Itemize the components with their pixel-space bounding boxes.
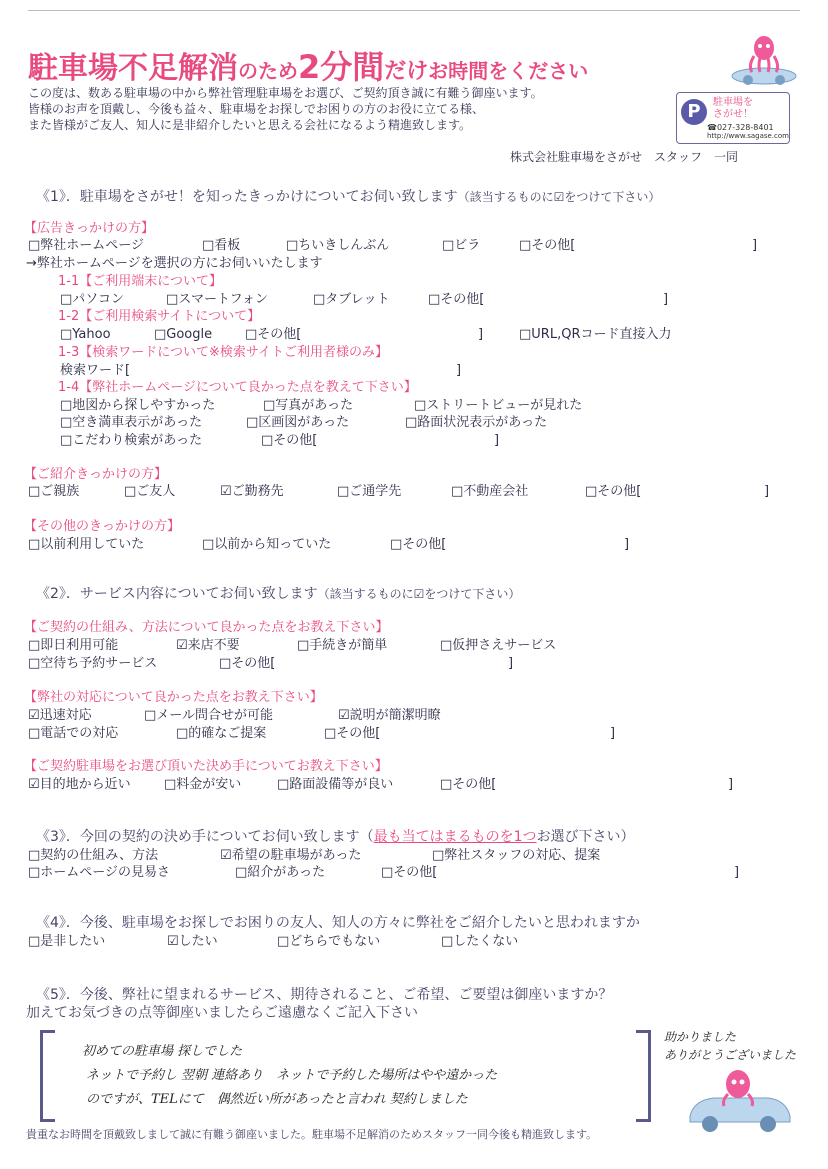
q3-note-close: お選び下さい） (536, 829, 635, 845)
q3-title-text: 《3》．今回の契約の決め手についてお伺い致します (36, 829, 360, 845)
q1-sub2-close-bracket: ] (478, 327, 484, 342)
page-title (28, 42, 588, 88)
q1-ad-opt-flyer[interactable]: □ビラ (442, 238, 481, 253)
q1-sub2-opt-google[interactable]: □Google (154, 327, 213, 342)
answer-left-bracket (40, 1030, 55, 1122)
q1-sub2-opt-other[interactable]: □その他[ (245, 327, 302, 342)
q1-title (36, 188, 660, 206)
q3-note-emphasis: 最も当てはまるものを1つ (373, 829, 537, 845)
q1-sub4-opt-filter[interactable]: □こだわり検索があった (60, 433, 203, 448)
side-note-2: ありがとうございました (664, 1048, 797, 1062)
q2-g2-opt-phone[interactable]: □電話での対応 (28, 726, 119, 741)
logo-url: http://www.sagase.com (707, 132, 790, 140)
q1-intro-opt-school[interactable]: □ご通学先 (337, 484, 402, 499)
q3-opt-referral[interactable]: □紹介があった (235, 865, 326, 880)
q2-g2-close-bracket: ] (610, 726, 616, 741)
q1-other-opt-previous[interactable]: □以前利用していた (28, 537, 145, 552)
title-part-3: 2分間 (298, 48, 385, 86)
q4-opt-neutral[interactable]: □どちらでもない (277, 934, 381, 949)
q3-note-open: （ (359, 829, 374, 845)
octopus-mascot-icon (728, 32, 800, 86)
q1-sub4-opt-vacancy[interactable]: □空き満車表示があった (60, 415, 203, 430)
q3-title (36, 828, 635, 846)
q1-sub1-opt-smartphone[interactable]: □スマートフォン (166, 292, 268, 307)
parking-p-icon: P (681, 99, 707, 125)
q1-ad-opt-newspaper[interactable]: □ちいきしんぶん (286, 238, 390, 253)
intro-line-2: 皆様のお声を頂戴し、今後も益々、駐車場をお探しでお困りの方のお役に立てる様、 (28, 102, 485, 116)
car-icon (684, 1064, 794, 1136)
q2-g1-opt-sameday[interactable]: □即日利用可能 (28, 638, 119, 653)
q1-ad-followup: →弊社ホームページを選択の方にお伺いいたします (26, 256, 323, 271)
q1-intro-header: 【ご紹介きっかけの方】 (24, 467, 168, 482)
q1-other-close-bracket: ] (624, 537, 630, 552)
title-part-1: 駐車場不足解消 (28, 51, 238, 86)
q2-g1-opt-no-visit[interactable]: ☑来店不要 (176, 638, 240, 653)
intro-line-1: この度は、数ある駐車場の中から弊社管理駐車場をお選び、ご契約頂き誠に有難う御座います。 (28, 86, 543, 100)
q1-ad-opt-homepage[interactable]: □弊社ホームページ (28, 238, 145, 253)
q4-opt-yes[interactable]: ☑したい (167, 934, 218, 949)
q3-opt-staff[interactable]: □弊社スタッフの対応、提案 (432, 848, 601, 863)
q1-intro-opt-workplace[interactable]: ☑ご勤務先 (220, 484, 284, 499)
logo-phone: ☎027-328-8401 (707, 123, 774, 132)
q4-opt-no[interactable]: □したくない (441, 934, 519, 949)
q1-sub4-opt-photo[interactable]: □写真があった (263, 398, 354, 413)
q2-g3-opt-near[interactable]: ☑目的地から近い (28, 777, 131, 792)
q1-intro-opt-friend[interactable]: □ご友人 (124, 484, 176, 499)
q2-g1-close-bracket: ] (508, 656, 514, 671)
q5-title-2: 加えてお気づきの点等御座いましたらご遠慮なくご記入下さい (26, 1005, 418, 1021)
q1-sub4-header: 1-4【弊社ホームページについて良かった点を教えて下さい】 (58, 380, 417, 395)
q2-g3-opt-facility[interactable]: □路面設備等が良い (277, 777, 394, 792)
q1-intro-close-bracket: ] (764, 484, 770, 499)
q5-title: 《5》．今後、弊社に望まれるサービス、期待されること、ご希望、ご要望は御座いますか？ (36, 987, 613, 1003)
q1-ad-header: 【広告きっかけの方】 (24, 221, 155, 236)
q1-sub2-opt-url-qr[interactable]: □URL,QRコード直接入力 (519, 327, 672, 342)
q1-sub4-opt-streetview[interactable]: □ストリートビューが見れた (414, 398, 583, 413)
answer-right-bracket (636, 1030, 651, 1122)
answer-line-3[interactable]: のですが、TELにて 偶然近い所があったと言われ 契約しました (86, 1092, 468, 1107)
q2-g2-opt-email[interactable]: □メール問合せが可能 (144, 708, 274, 723)
title-part-2: のため (238, 59, 298, 83)
q2-g2-opt-other[interactable]: □その他[ (324, 726, 381, 741)
title-part-5: お時間をください (428, 59, 589, 83)
company-signature: 株式会社駐車場をさがせ スタッフ 一同 (510, 150, 739, 164)
top-rule (28, 10, 800, 11)
q2-g3-opt-other[interactable]: □その他[ (440, 777, 497, 792)
q1-sub1-close-bracket: ] (663, 292, 669, 307)
q1-other-opt-other[interactable]: □その他[ (390, 537, 447, 552)
side-note-1: 助かりました (664, 1030, 737, 1044)
q2-g3-opt-cheap[interactable]: □料金が安い (164, 777, 242, 792)
q1-sub1-header: 1-1【ご利用端末について】 (58, 274, 222, 289)
q1-note: （該当するものに☑をつけて下さい） (457, 190, 661, 204)
footer-text: 貴重なお時間を頂戴致しまして誠に有難う御座いました。駐車場不足解消のためスタッフ一同今後も精進致します。 (26, 1128, 598, 1141)
answer-line-2[interactable]: ネットで予約し 翌朝 連絡あり ネットで予約した場所はやや遠かった (86, 1068, 498, 1083)
q2-g1-opt-waitlist[interactable]: □空待ち予約サービス (28, 656, 158, 671)
q2-note: （該当するものに☑をつけて下さい） (317, 587, 521, 601)
q1-sub4-opt-map[interactable]: □地図から探しやすかった (60, 398, 216, 413)
intro-line-3: また皆様がご友人、知人に是非紹介したいと思える会社になるよう精進致します。 (28, 118, 472, 132)
q2-g2-opt-clear[interactable]: ☑説明が簡潔明瞭 (338, 708, 441, 723)
q1-sub1-opt-pc[interactable]: □パソコン (60, 292, 125, 307)
q1-sub4-opt-road[interactable]: □路面状況表示があった (405, 415, 548, 430)
q1-sub1-opt-tablet[interactable]: □タブレット (313, 292, 390, 307)
q3-opt-other[interactable]: □その他[ (381, 865, 438, 880)
logo-text-2: さがせ！ (713, 109, 753, 120)
q1-title-text: 《1》．駐車場をさがせ！を知ったきっかけについてお伺い致します (36, 189, 458, 205)
q2-title (36, 585, 520, 603)
q2-g1-header: 【ご契約の仕組み、方法について良かった点をお教え下さい】 (24, 620, 389, 635)
q1-sub4-opt-plot-map[interactable]: □区画図があった (246, 415, 350, 430)
q1-ad-close-bracket: ] (752, 238, 758, 253)
q4-opt-definitely[interactable]: □是非したい (28, 934, 106, 949)
q1-sub1-opt-other[interactable]: □その他[ (428, 292, 485, 307)
q3-opt-homepage[interactable]: □ホームページの見易さ (28, 865, 171, 880)
q1-sub2-header: 1-2【ご利用検索サイトについて】 (58, 309, 261, 324)
q1-sub3-field[interactable]: 検索ワード[ (60, 363, 131, 378)
company-logo (676, 92, 790, 144)
q2-g3-close-bracket: ] (728, 777, 734, 792)
title-part-4: だけ (384, 59, 429, 84)
q1-other-opt-known[interactable]: □以前から知っていた (202, 537, 332, 552)
q2-g1-opt-easy[interactable]: □手続きが簡単 (297, 638, 388, 653)
q1-intro-opt-realestate[interactable]: □不動産会社 (451, 484, 529, 499)
q3-close-bracket: ] (734, 865, 740, 880)
q4-title: 《4》．今後、駐車場をお探しでお困りの友人、知人の方々に弊社をご紹介したいと思われますか (36, 915, 640, 931)
answer-line-1[interactable]: 初めての駐車場 探しでした (82, 1044, 243, 1059)
q2-title-text: 《2》．サービス内容についてお伺い致します (36, 586, 318, 602)
q1-ad-opt-other[interactable]: □その他[ (519, 238, 576, 253)
q2-g2-header: 【弊社の対応について良かった点をお教え下さい】 (24, 690, 323, 705)
q3-opt-contract[interactable]: □契約の仕組み、方法 (28, 848, 159, 863)
q1-intro-opt-family[interactable]: □ご親族 (28, 484, 80, 499)
q1-sub3-close-bracket: ] (456, 363, 462, 378)
logo-text-1: 駐車場を (713, 97, 753, 108)
q1-sub4-close-bracket: ] (494, 433, 500, 448)
q3-opt-desired-lot[interactable]: ☑希望の駐車場があった (220, 848, 362, 863)
q2-g1-opt-other[interactable]: □その他[ (219, 656, 276, 671)
q2-g3-header: 【ご契約駐車場をお選び頂いた決め手についてお教え下さい】 (24, 759, 388, 774)
q1-other-header: 【その他のきっかけの方】 (24, 519, 181, 534)
q1-intro-opt-other[interactable]: □その他[ (585, 484, 642, 499)
q1-sub3-header: 1-3【検索ワードについて※検索サイトご利用者様のみ】 (58, 345, 388, 360)
q2-g2-opt-proposal[interactable]: □的確なご提案 (176, 726, 267, 741)
q1-sub4-opt-other[interactable]: □その他[ (261, 433, 318, 448)
q2-g1-opt-hold[interactable]: □仮押さえサービス (440, 638, 557, 653)
q1-ad-opt-signboard[interactable]: □看板 (202, 238, 241, 253)
q2-g2-opt-quick[interactable]: ☑迅速対応 (28, 708, 92, 723)
q1-sub2-opt-yahoo[interactable]: □Yahoo (60, 327, 111, 342)
